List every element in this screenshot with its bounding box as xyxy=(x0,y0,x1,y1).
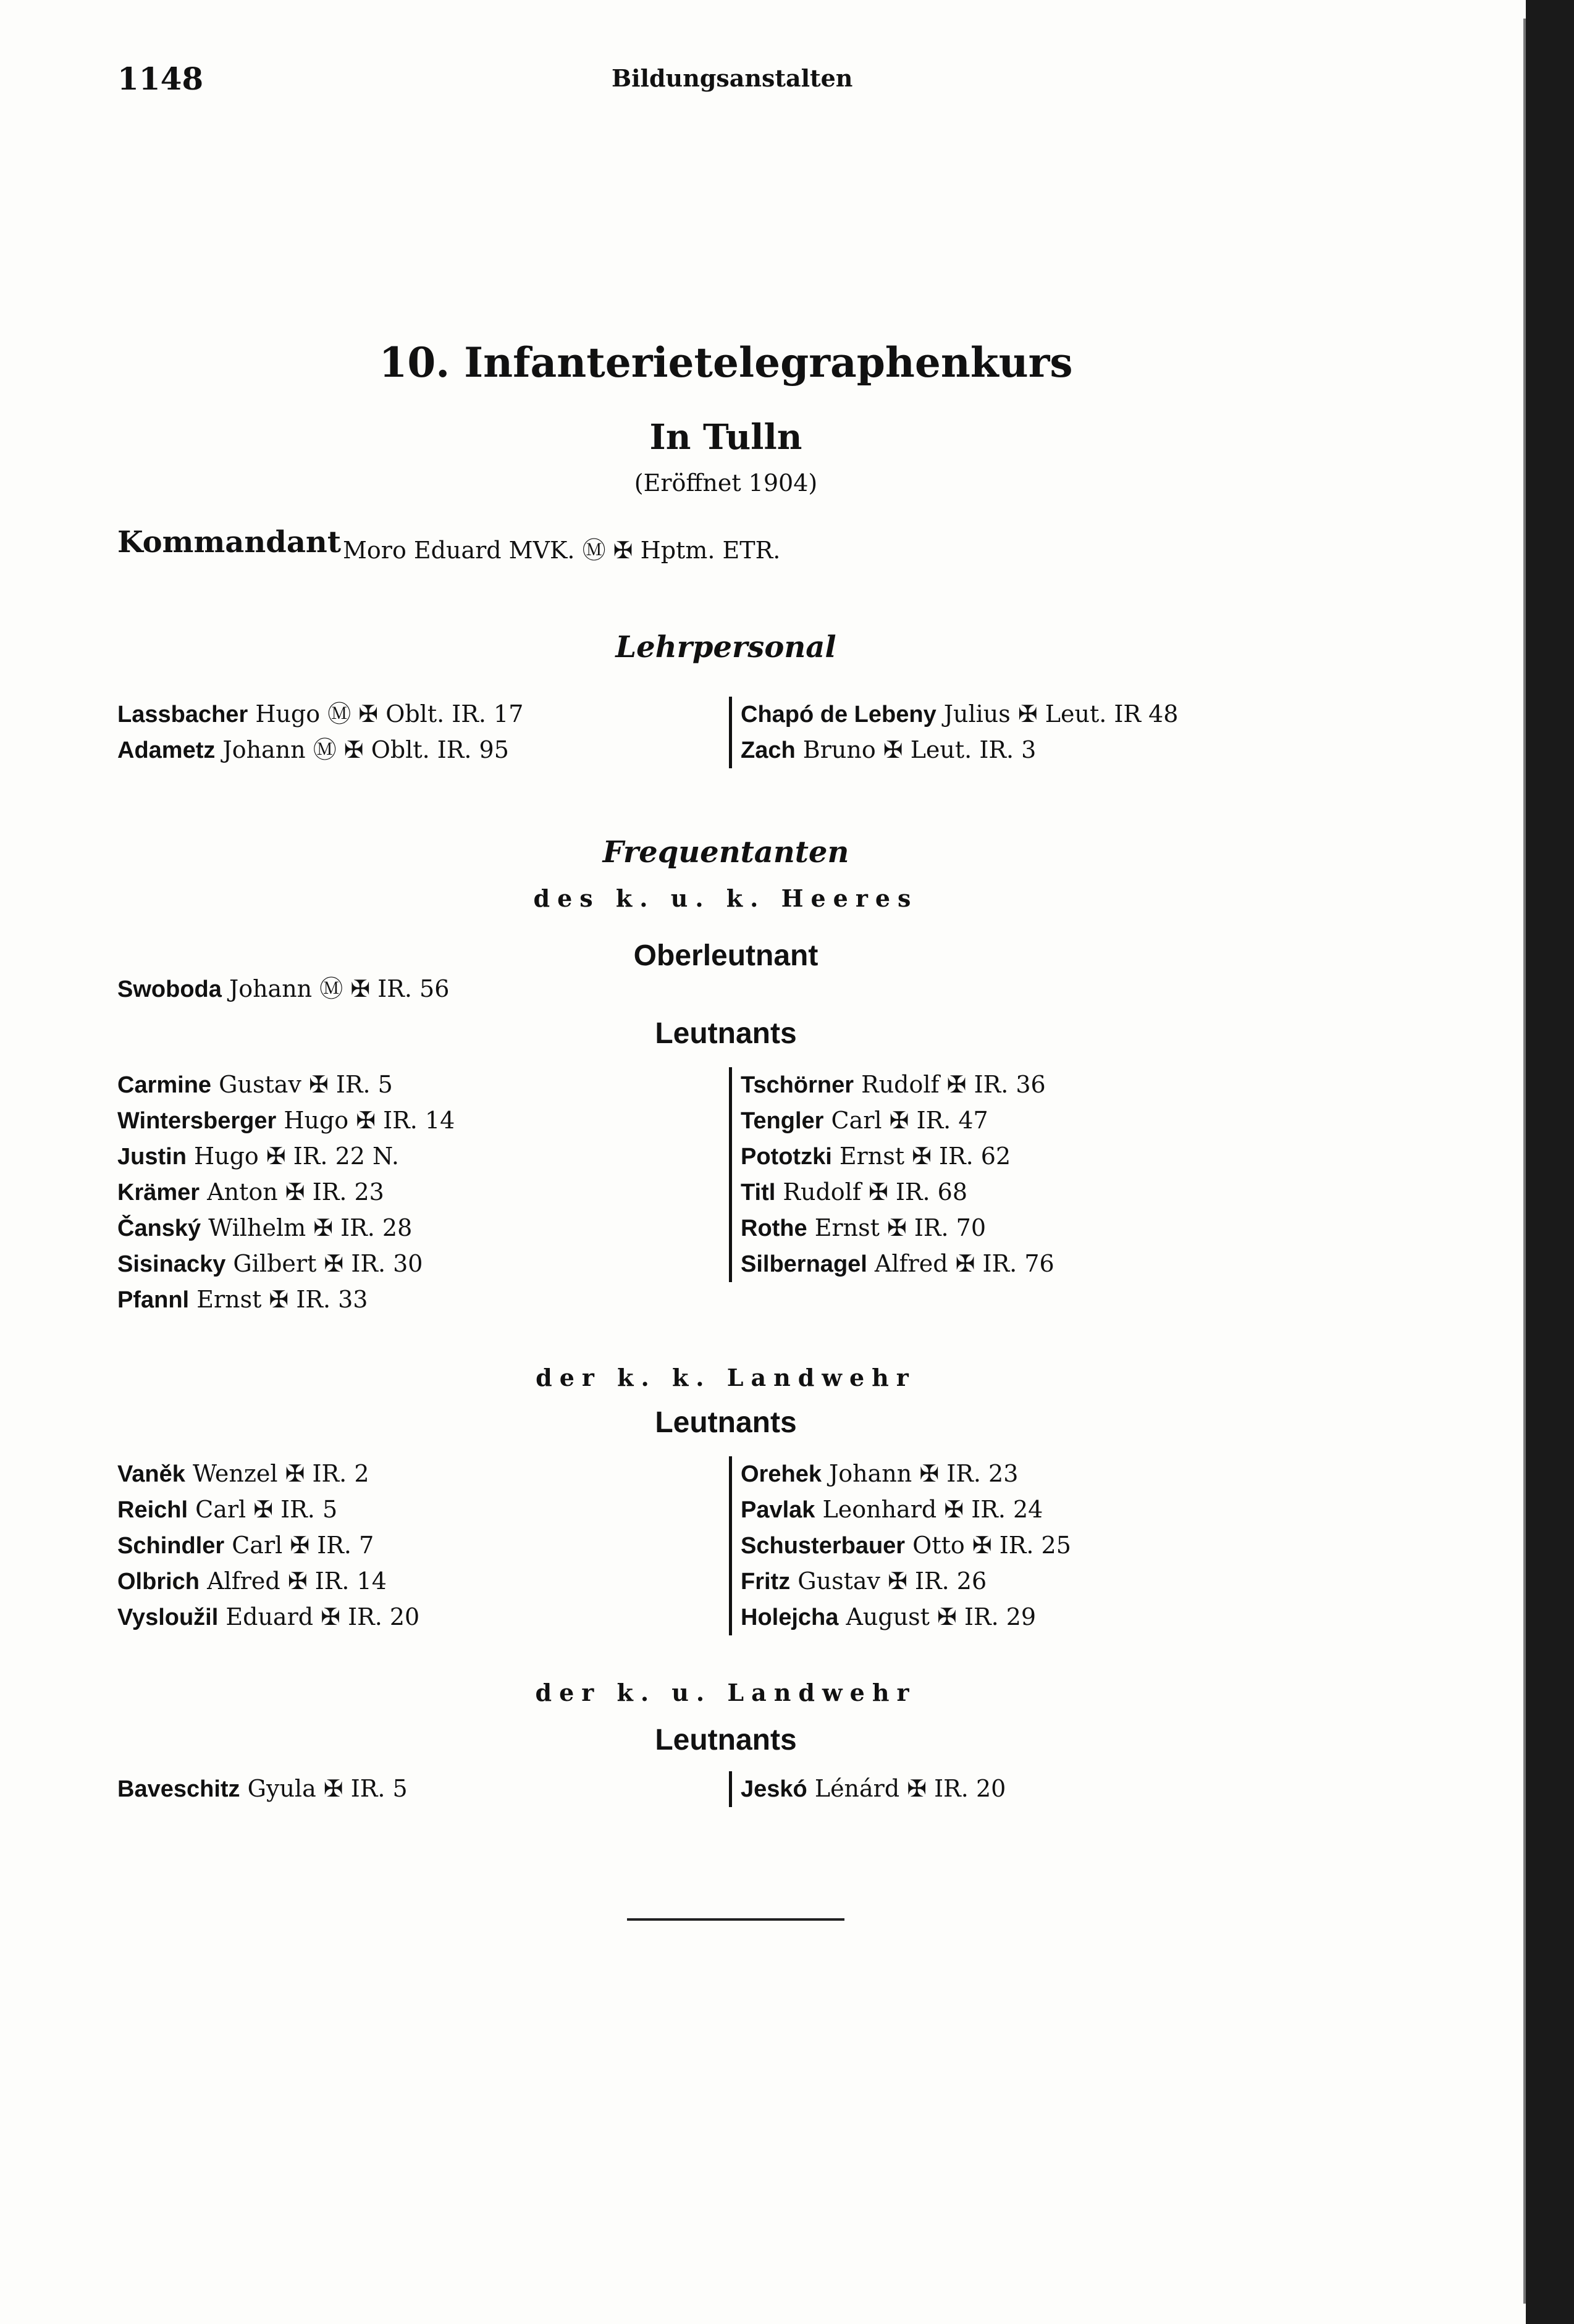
entry-surname: Pavlak xyxy=(741,1497,815,1523)
roster-entry xyxy=(117,1771,408,1807)
oberleutnant-column xyxy=(117,971,449,1007)
roster-entry xyxy=(741,1067,1054,1103)
entry-details: Leonhard ✠ IR. 24 xyxy=(815,1496,1043,1523)
roster-entry xyxy=(117,1246,455,1282)
entry-details: Johann Ⓜ ✠ Oblt. IR. 95 xyxy=(215,736,509,763)
roster-entry xyxy=(741,1246,1054,1282)
entry-surname: Carmine xyxy=(117,1072,212,1098)
entry-surname: Holejcha xyxy=(741,1605,839,1630)
entry-details: Johann ✠ IR. 23 xyxy=(821,1460,1019,1487)
entry-surname: Zach xyxy=(741,737,796,763)
opened-note: (Eröffnet 1904) xyxy=(634,469,818,497)
roster-entry xyxy=(741,1210,1054,1246)
entry-surname: Silbernagel xyxy=(741,1251,867,1277)
entry-details: Alfred ✠ IR. 76 xyxy=(867,1250,1054,1277)
roster-entry xyxy=(741,1528,1071,1564)
entry-details: Rudolf ✠ IR. 36 xyxy=(854,1071,1046,1098)
kk-landwehr-leutnants-heading: Leutnants xyxy=(655,1406,797,1439)
place-heading: In Tulln xyxy=(649,417,802,458)
roster-entry xyxy=(117,1067,455,1103)
entry-surname: Pototzki xyxy=(741,1144,832,1170)
kommandant-label: Kommandant xyxy=(117,525,341,560)
entry-surname: Reichl xyxy=(117,1497,188,1523)
heer-leutnants-right-column xyxy=(729,1067,1054,1282)
roster-entry xyxy=(117,1175,455,1210)
entry-surname: Chapó de Lebeny xyxy=(741,702,936,728)
roster-entry xyxy=(741,1139,1054,1175)
roster-entry xyxy=(117,1139,455,1175)
roster-entry xyxy=(741,1564,1071,1600)
heer-leutnants-heading: Leutnants xyxy=(655,1017,797,1050)
entry-surname: Adametz xyxy=(117,737,216,763)
entry-surname: Wintersberger xyxy=(117,1108,277,1134)
kk-landwehr-heading: der k. k. Landwehr xyxy=(536,1364,916,1391)
kk-landwehr-left-column xyxy=(117,1456,419,1635)
entry-details: Ernst ✠ IR. 62 xyxy=(831,1143,1011,1170)
entry-details: Wilhelm ✠ IR. 28 xyxy=(201,1214,413,1241)
heer-leutnants-left-column xyxy=(117,1067,455,1318)
entry-details: Ernst ✠ IR. 70 xyxy=(807,1214,987,1241)
entry-surname: Schindler xyxy=(117,1533,225,1559)
ku-landwehr-left-column xyxy=(117,1771,408,1807)
roster-entry xyxy=(741,1771,1006,1807)
entry-details: Alfred ✠ IR. 14 xyxy=(200,1567,387,1595)
entry-surname: Jeskó xyxy=(741,1776,807,1802)
entry-surname: Lassbacher xyxy=(117,702,248,728)
heer-heading: des k. u. k. Heeres xyxy=(533,884,919,912)
entry-details: Julius ✠ Leut. IR 48 xyxy=(936,700,1179,728)
ku-landwehr-right-column xyxy=(729,1771,1006,1807)
roster-entry xyxy=(117,1456,419,1492)
entry-details: Gyula ✠ IR. 5 xyxy=(240,1775,408,1802)
roster-entry xyxy=(117,697,523,732)
kommandant-entry: Moro Eduard MVK. Ⓜ ✠ Hptm. ETR. xyxy=(343,537,781,564)
entry-surname: Krämer xyxy=(117,1180,200,1206)
entry-surname: Rothe xyxy=(741,1215,807,1241)
entry-details: Hugo ✠ IR. 22 N. xyxy=(186,1143,399,1170)
entry-surname: Orehek xyxy=(741,1461,822,1487)
entry-details: Hugo Ⓜ ✠ Oblt. IR. 17 xyxy=(248,700,524,728)
lehrpersonal-left-column xyxy=(117,697,523,768)
roster-entry xyxy=(117,1103,455,1139)
entry-details: Gustav ✠ IR. 26 xyxy=(790,1567,987,1595)
entry-surname: Swoboda xyxy=(117,976,222,1002)
entry-surname: Tschörner xyxy=(741,1072,854,1098)
roster-entry xyxy=(117,971,449,1007)
entry-details: Wenzel ✠ IR. 2 xyxy=(185,1460,369,1487)
entry-surname: Tengler xyxy=(741,1108,824,1134)
page-edge-shadow xyxy=(1526,0,1574,2324)
entry-details: Carl ✠ IR. 47 xyxy=(823,1107,988,1134)
roster-entry xyxy=(117,732,523,768)
roster-entry xyxy=(117,1528,419,1564)
entry-surname: Vaněk xyxy=(117,1461,185,1487)
entry-surname: Baveschitz xyxy=(117,1776,240,1802)
entry-details: Carl ✠ IR. 7 xyxy=(224,1532,374,1559)
entry-details: Otto ✠ IR. 25 xyxy=(905,1532,1071,1559)
entry-surname: Schusterbauer xyxy=(741,1533,906,1559)
entry-surname: Fritz xyxy=(741,1569,791,1595)
entry-details: Gilbert ✠ IR. 30 xyxy=(225,1250,423,1277)
entry-details: Eduard ✠ IR. 20 xyxy=(218,1603,420,1630)
entry-details: August ✠ IR. 29 xyxy=(838,1603,1037,1630)
roster-entry xyxy=(741,1492,1071,1528)
page-number: 1148 xyxy=(117,61,204,97)
entry-details: Bruno ✠ Leut. IR. 3 xyxy=(795,736,1037,763)
entry-details: Gustav ✠ IR. 5 xyxy=(211,1071,393,1098)
entry-surname: Pfannl xyxy=(117,1287,190,1313)
lehrpersonal-heading: Lehrpersonal xyxy=(615,630,836,665)
entry-surname: Čanský xyxy=(117,1215,201,1241)
lehrpersonal-right-column xyxy=(729,697,1178,768)
roster-entry xyxy=(741,1456,1071,1492)
roster-entry xyxy=(117,1492,419,1528)
roster-entry xyxy=(117,1282,455,1318)
entry-details: Lénárd ✠ IR. 20 xyxy=(807,1775,1006,1802)
running-title: Bildungsanstalten xyxy=(612,64,853,92)
entry-details: Johann Ⓜ ✠ IR. 56 xyxy=(221,975,450,1002)
ku-landwehr-leutnants-heading: Leutnants xyxy=(655,1724,797,1756)
roster-entry xyxy=(741,1600,1071,1635)
entry-surname: Sisinacky xyxy=(117,1251,226,1277)
roster-entry xyxy=(117,1564,419,1600)
entry-details: Anton ✠ IR. 23 xyxy=(200,1178,384,1206)
roster-entry xyxy=(117,1600,419,1635)
roster-entry xyxy=(741,1175,1054,1210)
oberleutnant-heading: Oberleutnant xyxy=(633,939,819,972)
entry-details: Rudolf ✠ IR. 68 xyxy=(775,1178,968,1206)
entry-surname: Olbrich xyxy=(117,1569,200,1595)
page-title: 10. Infanterietelegraphenkurs xyxy=(379,338,1073,387)
entry-details: Hugo ✠ IR. 14 xyxy=(276,1107,455,1134)
roster-entry xyxy=(117,1210,455,1246)
frequentanten-heading: Frequentanten xyxy=(602,835,849,870)
ku-landwehr-heading: der k. u. Landwehr xyxy=(535,1679,917,1706)
entry-details: Ernst ✠ IR. 33 xyxy=(189,1286,368,1313)
roster-entry xyxy=(741,697,1178,732)
entry-surname: Vysloužil xyxy=(117,1605,219,1630)
entry-surname: Titl xyxy=(741,1180,776,1206)
entry-surname: Justin xyxy=(117,1144,187,1170)
roster-entry xyxy=(741,1103,1054,1139)
closing-rule xyxy=(627,1918,844,1921)
entry-details: Carl ✠ IR. 5 xyxy=(188,1496,338,1523)
roster-entry xyxy=(741,732,1178,768)
kk-landwehr-right-column xyxy=(729,1456,1071,1635)
